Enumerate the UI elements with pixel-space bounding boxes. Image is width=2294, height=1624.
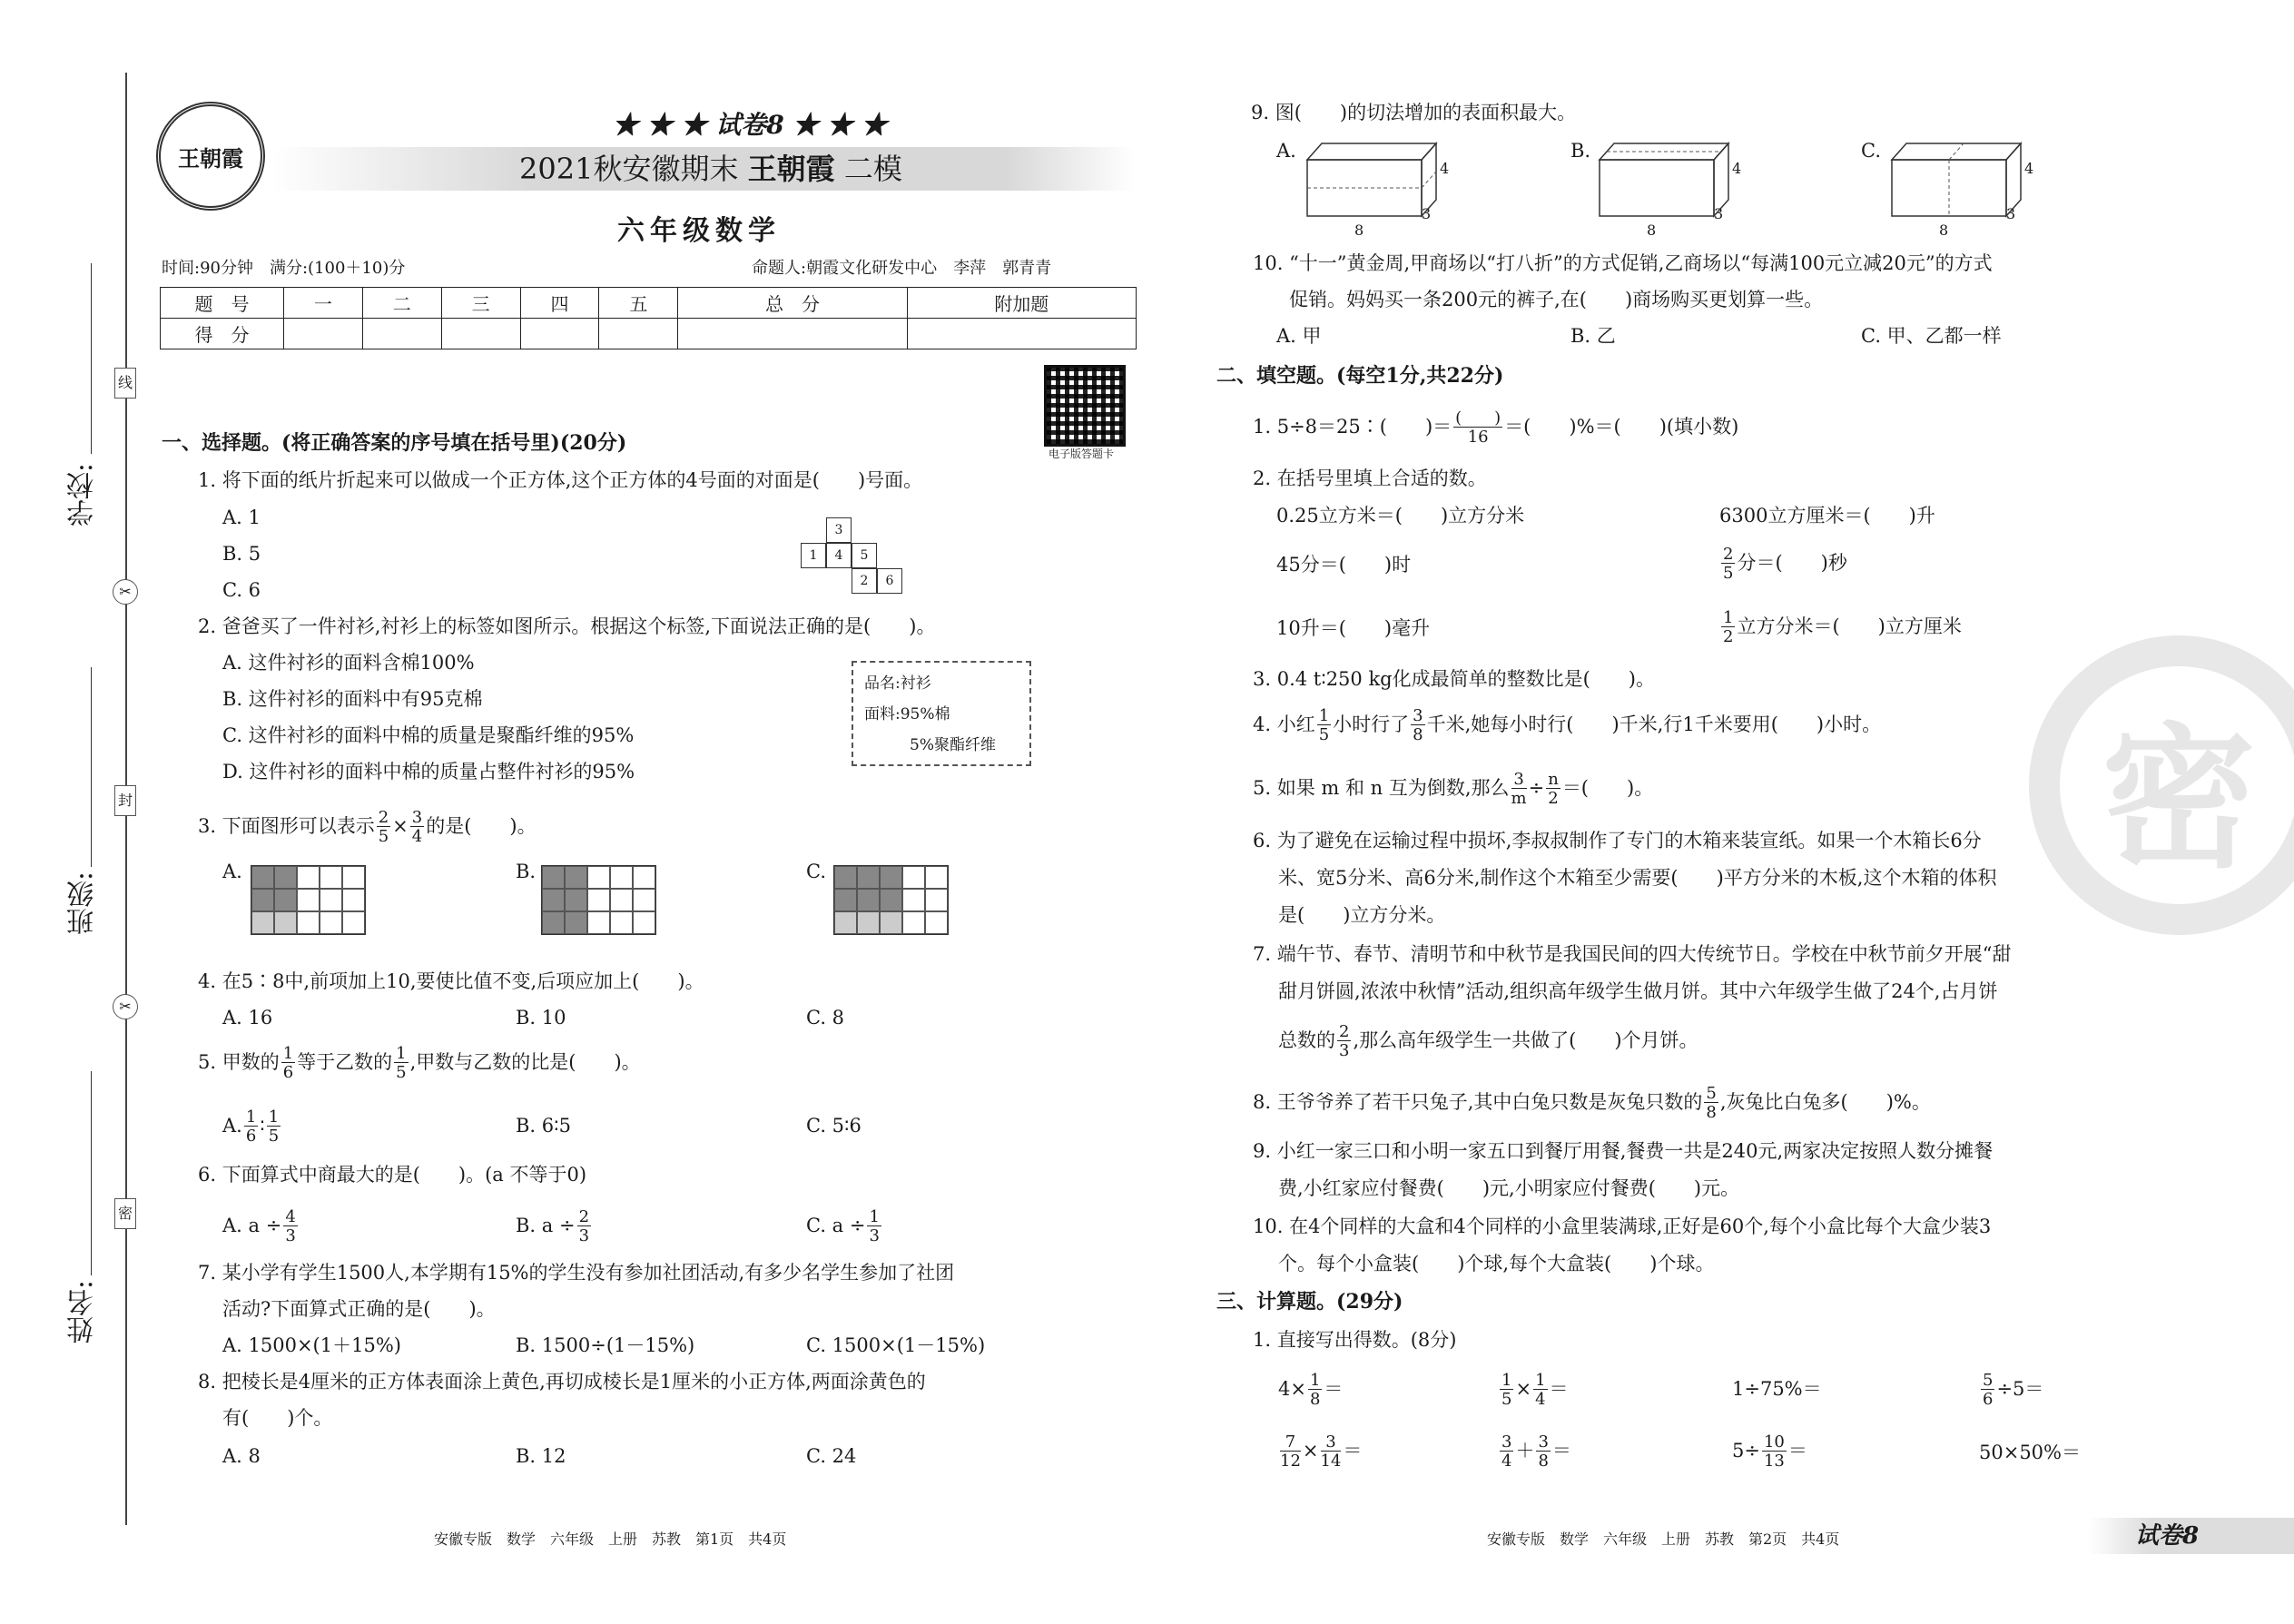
q2-option-c[interactable]: C. 这件衬衫的面料中棉的质量是聚酯纤维的95% bbox=[222, 724, 635, 746]
score-cell: 一 bbox=[284, 288, 363, 319]
name-label: 姓名: bbox=[67, 1280, 99, 1344]
dim-width: 3 bbox=[1422, 205, 1432, 222]
q8-stem-2: 有( )个。 bbox=[222, 1407, 333, 1429]
fill-q2-r2a: 45分＝( )时 bbox=[1276, 554, 1412, 576]
fraction: $\frac{2}{3}$ bbox=[578, 1207, 590, 1245]
fraction: $\frac{2}{5}$ bbox=[1723, 545, 1734, 583]
binding-mark-line: 线 bbox=[114, 368, 136, 399]
score-input-cell[interactable] bbox=[599, 319, 678, 349]
fill-q9-l2: 费,小红家应付餐费( )元,小明家应付餐费( )元。 bbox=[1278, 1177, 1740, 1199]
cube-net-face: 4 bbox=[826, 543, 852, 568]
q4-stem: 4. 在5∶8中,前项加上10,要使比值不变,后项应加上( )。 bbox=[198, 970, 704, 992]
fill-q2-r3a: 10升＝( )毫升 bbox=[1276, 617, 1431, 639]
score-table bbox=[160, 287, 1137, 349]
q7-option-c[interactable]: C. 1500×(1－15%) bbox=[806, 1334, 986, 1356]
fraction: ( ) 16 bbox=[1455, 408, 1501, 447]
score-cell: 总 分 bbox=[678, 288, 907, 319]
fraction: $\frac{7}{12}$ bbox=[1280, 1432, 1301, 1471]
scissor-icon: ✂ bbox=[113, 994, 138, 1019]
score-input-cell[interactable] bbox=[362, 319, 441, 349]
q1-option-b[interactable]: B. 5 bbox=[222, 543, 261, 565]
fraction: $\frac{1}{3}$ bbox=[869, 1207, 880, 1245]
q6-stem: 6. 下面算式中商最大的是( )。(a 不等于0) bbox=[198, 1164, 587, 1186]
fraction: $\frac{1}{5}$ bbox=[396, 1044, 407, 1082]
dim-height: 4 bbox=[1732, 160, 1742, 177]
binding-mark-seal: 封 bbox=[114, 785, 136, 816]
fraction: $\frac{1}{5}$ bbox=[1501, 1371, 1512, 1409]
fill-q2-r3b: $\frac{1}{2}$ 立方分米＝( )立方厘米 bbox=[1723, 608, 1962, 646]
calc-q1: 1. 直接写出得数。(8分) bbox=[1253, 1329, 1457, 1351]
school-field[interactable] bbox=[91, 263, 92, 454]
q3-stem: 3. 下面图形可以表示 $\frac{2}{5}$ × $\frac{3}{4}$ 的是( )。 bbox=[198, 808, 537, 846]
q8-option-c[interactable]: C. 24 bbox=[806, 1445, 857, 1467]
fraction: $\frac{2}{3}$ bbox=[1339, 1022, 1350, 1060]
fill-q6-l2: 米、宽5分米、高6分米,制作这个木箱至少需要( )平方分米的木板,这个木箱的体积 bbox=[1278, 867, 1997, 889]
shirt-tag-fabric-2: 5%聚酯纤维 bbox=[910, 736, 996, 754]
section-2-heading: 二、填空题。(每空1分,共22分) bbox=[1216, 364, 1504, 388]
q4-option-a[interactable]: A. 16 bbox=[222, 1007, 273, 1029]
fraction: $\frac{3}{4}$ bbox=[1501, 1432, 1512, 1471]
q2-option-d[interactable]: D. 这件衬衫的面料中棉的质量占整件衬衫的95% bbox=[222, 761, 635, 782]
q4-option-c[interactable]: C. 8 bbox=[806, 1007, 845, 1029]
fraction-grid-c bbox=[833, 865, 949, 935]
footer-left: 安徽专版 数学 六年级 上册 苏教 第1页 共4页 bbox=[434, 1530, 787, 1548]
fill-q10-l2: 个。每个小盒装( )个球,每个大盒装( )个球。 bbox=[1278, 1253, 1715, 1275]
scissor-icon: ✂ bbox=[113, 579, 138, 605]
q8-option-a[interactable]: A. 8 bbox=[222, 1445, 261, 1467]
fill-q6: 6. 为了避免在运输过程中损坏,李叔叔制作了专门的木箱来装宣纸。如果一个木箱长6分 bbox=[1253, 830, 1982, 851]
fraction: $\frac{3}{14}$ bbox=[1320, 1432, 1342, 1471]
score-cell: 附加题 bbox=[907, 288, 1136, 319]
shirt-tag-name: 品名:衬衫 bbox=[864, 674, 931, 693]
q2-option-a[interactable]: A. 这件衬衫的面料含棉100% bbox=[222, 652, 475, 674]
exam-title: 2021秋安徽期末 王朝霞 二模 bbox=[519, 152, 902, 186]
score-cell: 二 bbox=[362, 288, 441, 319]
fraction: $\frac{5}{6}$ bbox=[1983, 1371, 1994, 1409]
q4-option-b[interactable]: B. 10 bbox=[516, 1007, 566, 1029]
score-input-cell[interactable] bbox=[284, 319, 363, 349]
q5-option-b[interactable]: B. 6∶5 bbox=[516, 1115, 571, 1137]
q9-stem: 9. 图( )的切法增加的表面积最大。 bbox=[1251, 102, 1577, 123]
calc-item: $\frac{7}{12}$ × $\frac{3}{14}$ ＝ bbox=[1280, 1432, 1363, 1471]
watermark-stamp: 密 bbox=[2029, 635, 2294, 935]
dim-height: 4 bbox=[2024, 160, 2034, 177]
fraction: $\frac{3}{4}$ bbox=[411, 808, 423, 846]
q10-option-a[interactable]: A. 甲 bbox=[1276, 325, 1322, 347]
fill-q2-r1a: 0.25立方米＝( )立方分米 bbox=[1276, 505, 1525, 527]
q3-option-a[interactable]: A. bbox=[222, 861, 242, 882]
dim-height: 4 bbox=[1440, 160, 1450, 177]
fill-q7-l2: 甜月饼圆,浓浓中秋情”活动,组织高年级学生做月饼。其中六年级学生做了24个,占月饼 bbox=[1278, 980, 1998, 1002]
cube-net-face: 5 bbox=[852, 543, 877, 568]
school-label: 学校: bbox=[67, 463, 99, 527]
dim-length: 8 bbox=[1939, 221, 1949, 239]
shirt-tag bbox=[852, 661, 1031, 766]
class-field[interactable] bbox=[91, 667, 92, 867]
qr-caption: 电子版答题卡 bbox=[1049, 448, 1115, 460]
fraction: $\frac{1}{6}$ bbox=[282, 1044, 294, 1082]
q3-option-b[interactable]: B. bbox=[516, 861, 537, 882]
q5-option-c[interactable]: C. 5∶6 bbox=[806, 1115, 861, 1137]
score-input-cell[interactable] bbox=[520, 319, 599, 349]
binding-mark-dense: 密 bbox=[114, 1198, 136, 1229]
score-cell: 得 分 bbox=[161, 319, 284, 349]
q10-stem: 10. “十一”黄金周,甲商场以“打八折”的方式促销,乙商场以“每满100元立减20元”的方式 bbox=[1253, 252, 1993, 274]
fraction: $\frac{3}{8}$ bbox=[1413, 706, 1423, 744]
cube-net-face: 6 bbox=[877, 568, 902, 594]
fill-q8: 8. 王爷爷养了若干只兔子,其中白兔只数是灰兔只数的 $\frac{5}{8}$ ,灰兔比白兔多( )%。 bbox=[1253, 1084, 1931, 1122]
score-cell: 三 bbox=[441, 288, 520, 319]
fill-q1: 1. 5÷8＝25∶( )＝ ( ) 16 ＝( )%＝( )(填小数) bbox=[1253, 408, 1739, 447]
time-info: 时间:90分钟 满分:(100＋10)分 bbox=[162, 259, 406, 278]
fraction: $\frac{3}{m}$ bbox=[1511, 770, 1527, 808]
q1-option-a[interactable]: A. 1 bbox=[222, 507, 261, 528]
q6-option-b[interactable]: B. a ÷ $\frac{2}{3}$ bbox=[516, 1207, 590, 1245]
calc-item: 5÷ $\frac{10}{13}$ ＝ bbox=[1732, 1432, 1807, 1471]
q9-option-c[interactable]: C. bbox=[1861, 140, 1881, 162]
q7-option-a[interactable]: A. 1500×(1＋15%) bbox=[222, 1334, 401, 1356]
score-table-header-row bbox=[161, 288, 1137, 319]
q1-stem: 1. 将下面的纸片折起来可以做成一个正方体,这个正方体的4号面的对面是( )号面。 bbox=[198, 469, 923, 491]
class-label: 班级: bbox=[67, 871, 99, 936]
section-1-heading: 一、选择题。(将正确答案的序号填在括号里)(20分) bbox=[162, 431, 627, 455]
fraction: $\frac{3}{8}$ bbox=[1538, 1432, 1549, 1471]
calc-item: $\frac{5}{6}$ ÷5＝ bbox=[1983, 1371, 2044, 1409]
fraction: $\frac{1}{8}$ bbox=[1309, 1371, 1321, 1409]
dim-width: 3 bbox=[2006, 205, 2016, 222]
score-input-cell[interactable] bbox=[907, 319, 1136, 349]
fill-q2: 2. 在括号里填上合适的数。 bbox=[1253, 468, 1487, 489]
score-table-score-row bbox=[161, 319, 1137, 349]
fraction: $\frac{n}{2}$ bbox=[1548, 770, 1559, 808]
calc-item: 1÷75%＝ bbox=[1732, 1378, 1822, 1400]
fill-q10: 10. 在4个同样的大盒和4个同样的小盒里装满球,正好是60个,每个小盒比每个大盒少装3 bbox=[1253, 1216, 1992, 1237]
brand-name: 王朝霞 bbox=[747, 152, 835, 186]
q3-option-c[interactable]: C. bbox=[806, 861, 826, 882]
fraction: $\frac{2}{5}$ bbox=[378, 808, 389, 846]
q7-option-b[interactable]: B. 1500÷(1－15%) bbox=[516, 1334, 695, 1356]
calc-item: $\frac{3}{4}$ ＋ $\frac{3}{8}$ ＝ bbox=[1501, 1432, 1571, 1471]
q6-option-a[interactable]: A. a ÷ $\frac{4}{3}$ bbox=[222, 1207, 296, 1245]
calc-item: 4× $\frac{1}{8}$ ＝ bbox=[1278, 1371, 1344, 1409]
cube-net-face: 3 bbox=[826, 517, 852, 543]
q5-option-a[interactable]: A. $\frac{1}{6}$ ∶ $\frac{1}{5}$ bbox=[222, 1107, 280, 1146]
fraction: $\frac{1}{6}$ bbox=[245, 1107, 257, 1146]
score-input-cell[interactable] bbox=[678, 319, 907, 349]
q9-option-b[interactable]: B. bbox=[1570, 140, 1591, 162]
paper-tag: ★ ★ ★ 试卷8 ★ ★ ★ bbox=[613, 110, 887, 140]
dim-width: 3 bbox=[1714, 205, 1724, 222]
qr-code[interactable] bbox=[1044, 365, 1126, 447]
q6-option-c[interactable]: C. a ÷ $\frac{1}{3}$ bbox=[806, 1207, 880, 1245]
score-cell: 五 bbox=[599, 288, 678, 319]
fill-q7: 7. 端午节、春节、清明节和中秋节是我国民间的四大传统节日。学校在中秋节前夕开展“甜 bbox=[1253, 943, 2012, 965]
shirt-tag-fabric: 面料:95%棉 bbox=[864, 705, 950, 723]
fill-q7-l3: 总数的 $\frac{2}{3}$ ,那么高年级学生一共做了( )个月饼。 bbox=[1278, 1022, 1698, 1060]
fraction: $\frac{1}{5}$ bbox=[268, 1107, 280, 1146]
calc-item: $\frac{1}{5}$ × $\frac{1}{4}$ ＝ bbox=[1501, 1371, 1569, 1409]
score-cell: 四 bbox=[520, 288, 599, 319]
score-input-cell[interactable] bbox=[441, 319, 520, 349]
name-field[interactable] bbox=[91, 1071, 92, 1275]
q7-stem: 7. 某小学有学生1500人,本学期有15%的学生没有参加社团活动,有多少名学生参加了社团 bbox=[198, 1262, 955, 1284]
subject-title: 六年级数学 bbox=[617, 215, 781, 247]
fill-q5: 5. 如果 m 和 n 互为倒数,那么 $\frac{3}{m}$ ÷ $\frac{n}{2}$ ＝( )。 bbox=[1253, 770, 1654, 808]
q9-option-a[interactable]: A. bbox=[1276, 140, 1296, 162]
brand-logo: 王朝霞 bbox=[156, 102, 265, 211]
fraction: $\frac{5}{8}$ bbox=[1706, 1084, 1717, 1122]
q2-option-b[interactable]: B. 这件衬衫的面料中有95克棉 bbox=[222, 688, 483, 710]
fill-q2-r1b: 6300立方厘米＝( )升 bbox=[1719, 505, 1935, 527]
fraction-grid-b bbox=[541, 865, 656, 935]
q7-stem-2: 活动?下面算式正确的是( )。 bbox=[222, 1298, 496, 1320]
footer-paper-tag: 试卷8 bbox=[2135, 1522, 2200, 1550]
fraction: $\frac{1}{2}$ bbox=[1723, 608, 1734, 646]
q10-option-c[interactable]: C. 甲、乙都一样 bbox=[1861, 325, 2002, 347]
q5-stem: 5. 甲数的 $\frac{1}{6}$ 等于乙数的 $\frac{1}{5}$ ,甲数与乙数的比是( )。 bbox=[198, 1044, 641, 1082]
fraction: $\frac{1}{5}$ bbox=[1318, 706, 1330, 744]
fraction: $\frac{10}{13}$ bbox=[1763, 1432, 1785, 1471]
fill-q2-r2b: $\frac{2}{5}$ 分＝( )秒 bbox=[1723, 545, 1847, 583]
fill-q4: 4. 小红 $\frac{1}{5}$ 小时行了 $\frac{3}{8}$ 千米,她每小时行( )千米,行1千米要用( )小时。 bbox=[1253, 706, 1882, 744]
q8-stem: 8. 把棱长是4厘米的正方体表面涂上黄色,再切成棱长是1厘米的小正方体,两面涂黄色的 bbox=[198, 1371, 926, 1393]
section-3-heading: 三、计算题。(29分) bbox=[1216, 1290, 1403, 1314]
q2-stem: 2. 爸爸买了一件衬衫,衬衫上的标签如图所示。根据这个标签,下面说法正确的是( )。 bbox=[198, 615, 936, 637]
q10-stem-2: 促销。妈妈买一条200元的裤子,在( )商场购买更划算一些。 bbox=[1289, 289, 1824, 310]
author-info: 命题人:朝霞文化研发中心 李萍 郭青青 bbox=[752, 259, 1052, 278]
fraction: $\frac{1}{4}$ bbox=[1535, 1371, 1546, 1409]
cube-net-face: 2 bbox=[852, 568, 877, 594]
q8-option-b[interactable]: B. 12 bbox=[516, 1445, 566, 1467]
footer-right: 安徽专版 数学 六年级 上册 苏教 第2页 共4页 bbox=[1487, 1530, 1840, 1548]
calc-item: 50×50%＝ bbox=[1979, 1442, 2081, 1463]
dim-length: 8 bbox=[1354, 221, 1364, 239]
q1-option-c[interactable]: C. 6 bbox=[222, 579, 261, 601]
fraction-grid-a bbox=[251, 865, 366, 935]
fraction: $\frac{4}{3}$ bbox=[285, 1207, 296, 1245]
q10-option-b[interactable]: B. 乙 bbox=[1570, 325, 1616, 347]
fill-q3: 3. 0.4 t∶250 kg化成最简单的整数比是( )。 bbox=[1253, 668, 1655, 690]
score-cell: 题 号 bbox=[161, 288, 284, 319]
dim-length: 8 bbox=[1647, 221, 1657, 239]
fill-q6-l3: 是( )立方分米。 bbox=[1278, 904, 1446, 926]
fill-q9: 9. 小红一家三口和小明一家五口到餐厅用餐,餐费一共是240元,两家决定按照人数分摊餐 bbox=[1253, 1140, 1994, 1162]
cube-net-face: 1 bbox=[801, 543, 826, 568]
